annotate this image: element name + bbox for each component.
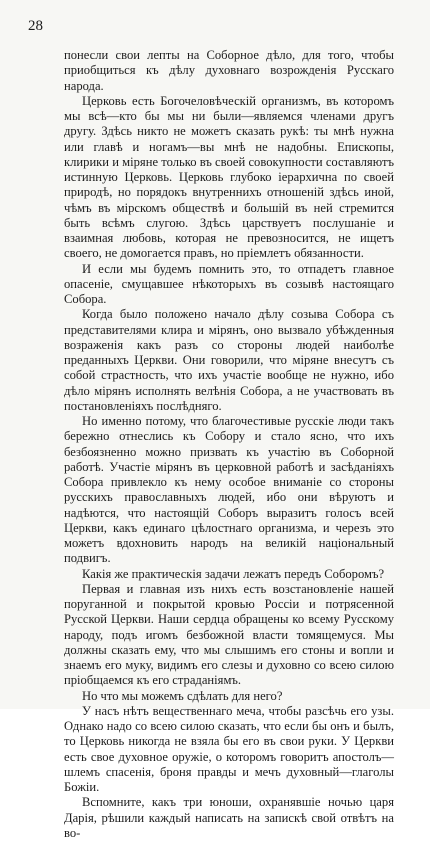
body-text [64, 48, 394, 841]
paragraph-7: Первая и главная изъ нихъ есть возстановленіе нашей поруганной и покрытой кровью Россіи и потрясенной Русской Церкви. Наши сердца обращены ко всему Русскому народу, подъ игомъ безбожной власти томящемуся. Мы должны сказать ему, что мы слышимъ его стоны и вопли и знаемъ его муку, видимъ его слезы и духовно со всею силою пріобщаемся къ его страданіямъ. [64, 581, 394, 688]
paragraph-6: Какія же практическія задачи лежатъ передъ Соборомъ? [82, 566, 385, 581]
paragraph-9: У насъ нѣтъ вещественнаго меча, чтобы разсѣчь его узы. Однако надо со всею силою сказать, что если бы онъ и былъ, то Церковь никогда не взяла бы его въ свои руки. У Церкви есть свое духовное оружіе, о которомъ говоритъ апостолъ—шлемъ спасенія, броня правды и мечъ духовный—глаголы Божіи. [64, 703, 394, 794]
paragraph-2: Церковь есть Богочеловѣческій организмъ, въ которомъ мы всѣ—кто бы мы ни были—являемся членами другъ другу. Здѣсь никто не можетъ сказать рукѣ: ты мнѣ нужна или главѣ и ногамъ—вы мнѣ не надобны. Епископы, клирики и міряне только въ своей совокупности составляютъ истинную Церковь. Церковь глубоко іерархична по своей природѣ, но порядокъ внутреннихъ отношеній здѣсь иной, чѣмъ въ мірскомъ обществѣ и большій въ ней стремится быть всѣмъ слугою. Здѣсь царствуетъ послушаніе и взаимная любовь, которая не превозносится, не ищетъ своего, не домогается правъ, но пріемлетъ обязанности. [64, 93, 394, 261]
paragraph-8: Но что мы можемъ сдѣлать для него? [82, 688, 283, 703]
paragraph-1: понесли свои лепты на Соборное дѣло, для того, чтобы приобщиться къ дѣлу духовнаго возрожденія Русскаго народа. [64, 48, 394, 93]
page-number: 28 [28, 18, 43, 34]
paragraph-10: Вспомните, какъ три юноши, охранявшіе ночью царя Дарія, рѣшили каждый написать на запискѣ свой отвѣтъ на во- [64, 795, 394, 840]
paragraph-5: Но именно потому, что благочестивые русскіе люди такъ бережно отнеслись къ Собору и стало ясно, что ихъ безбоязненно можно призвать къ участію въ Соборной работѣ. Участіе мірянъ въ церковной работѣ и засѣданіяхъ Собора привлекло къ нему особое вниманіе со стороны русскихъ православныхъ людей, ибо они вѣруютъ и надѣются, что настоящій Соборъ выразитъ голосъ всей Церкви, какъ единаго цѣлостнаго организма, и черезъ это можетъ вдохновить народъ на великій національный подвигъ. [64, 414, 394, 566]
paragraph-4: Когда было положено начало дѣлу созыва Собора съ представителями клира и мірянъ, оно вызвало убѣжденныя возраженія какъ разъ со стороны людей наиболѣе преданныхъ Церкви. Они говорили, что міряне внесутъ съ собой страстность, что ихъ участіе вообще не нужно, ибо дѣло мірянъ исполнять велѣнія Собора, а не участвовать въ постановленіяхъ послѣдняго. [64, 307, 394, 413]
paragraph-3: И если мы будемъ помнить это, то отпадетъ главное опасеніе, смущавшее нѣкоторыхъ въ созывѣ настоящаго Собора. [64, 261, 394, 306]
